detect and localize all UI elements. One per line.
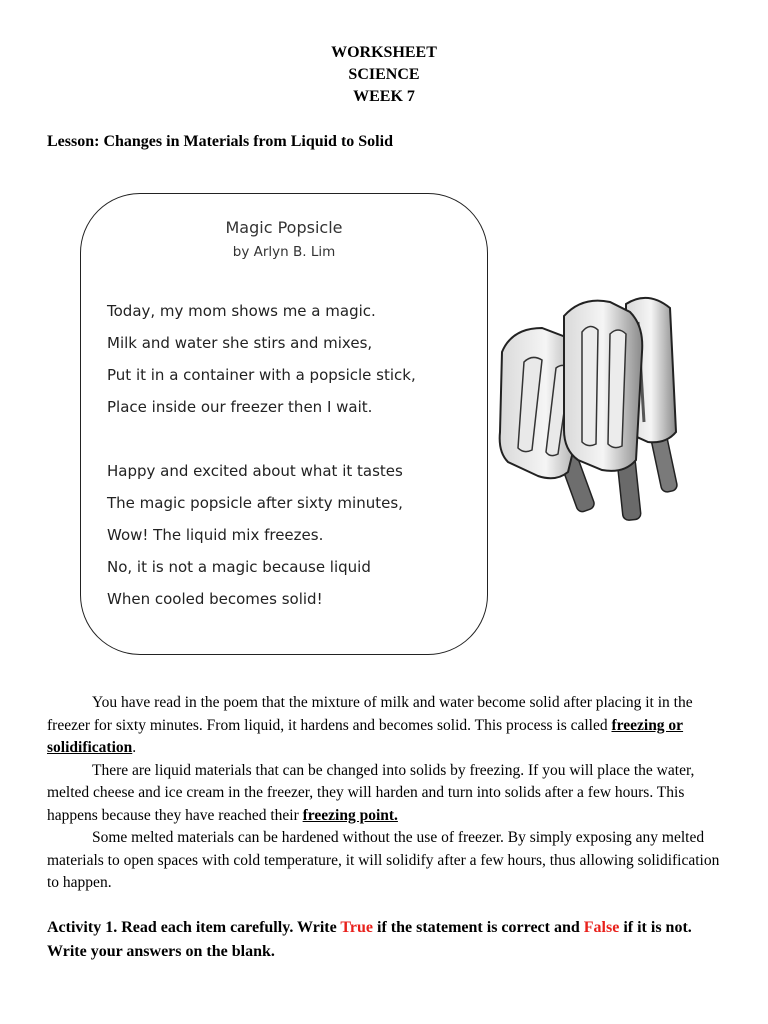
lesson-heading: Lesson: Changes in Materials from Liquid to Solid [47,133,393,150]
paragraph-1 [47,692,727,760]
week-title: WEEK 7 [353,88,415,105]
paragraph-2-text: There are liquid materials that can be changed into solids by freezing. If you will place the water, melted cheese and ice cream in the freezer, they will harden and turn into solids after a few hours. This happens because they have reached their [47,761,695,824]
paragraph-1-end: . [132,739,137,756]
poem-line: Happy and excited about what it tastes [107,462,403,480]
activity-text-1: Activity 1. Read each item carefully. Write [47,919,341,936]
false-word: False [583,919,620,936]
poem-line: Milk and water she stirs and mixes, [107,334,373,352]
poem-author: by Arlyn B. Lim [232,244,336,260]
poem-box [80,193,488,655]
poem-line: Wow! The liquid mix freezes. [107,526,324,544]
activity-instructions [47,916,727,964]
poem-line: Today, my mom shows me a magic. [107,302,376,320]
poem-line: Put it in a container with a popsicle stick, [107,366,416,384]
subject-title: SCIENCE [348,66,420,83]
term-freezing-solidification: freezing or solidification [47,716,684,756]
worksheet-title: WORKSHEET [331,44,437,61]
poem-line: The magic popsicle after sixty minutes, [107,494,403,512]
poem-line: When cooled becomes solid! [107,590,323,608]
popsicle-illustration [498,282,698,522]
poem-line: Place inside our freezer then I wait. [107,398,373,416]
explanation-text [47,692,727,895]
activity-text-2: if the statement is correct and [373,919,584,936]
term-freezing-point: freezing point. [302,806,398,824]
activity-text-3: if it is not. Write your answers on the blank. [47,919,692,960]
poem-line: No, it is not a magic because liquid [107,558,371,576]
paragraph-2 [47,760,727,828]
paragraph-3: Some melted materials can be hardened without the use of freezer. By simply exposing any melted materials to open spaces with cold temperature, it will solidify after a few hours, thus allowing solidification to happen. [47,829,720,891]
paragraph-1-text: You have read in the poem that the mixture of milk and water become solid after placing it in the freezer for sixty minutes. From liquid, it hardens and becomes solid. This process is called [47,694,693,734]
true-word: True [340,919,374,936]
poem-title: Magic Popsicle [225,218,343,237]
